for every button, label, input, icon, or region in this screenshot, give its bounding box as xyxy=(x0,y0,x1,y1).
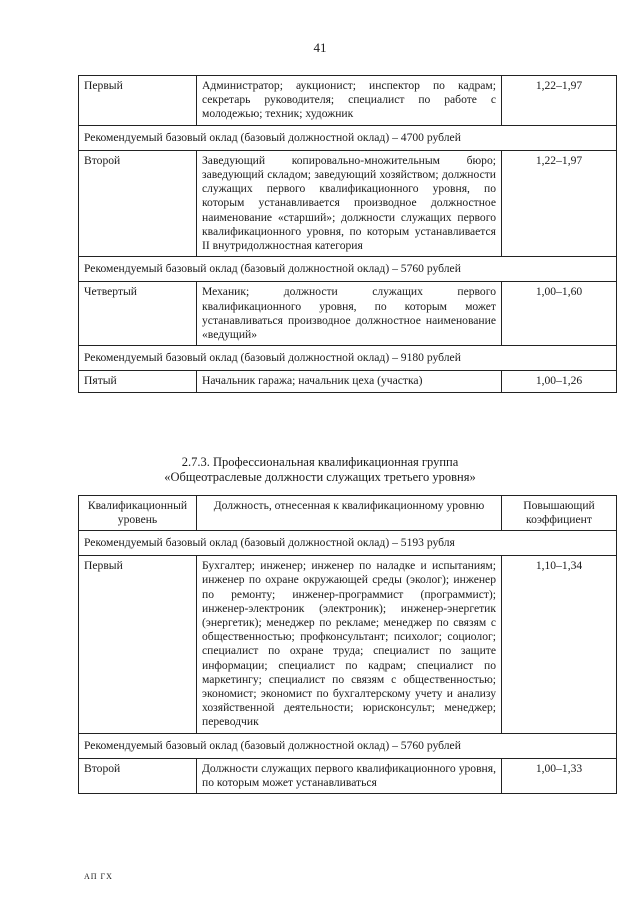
positions-cell: Механик; должности служащих первого квалификационного уровня, по которым может устанавливаться производное должностное наименование «ведущий» xyxy=(197,282,502,346)
level-cell: Второй xyxy=(79,150,197,256)
level-cell: Первый xyxy=(79,76,197,126)
positions-cell: Заведующий копировально-множительным бюро; заведующий складом; заведующий хозяйством; должности служащих первого квалификационного уровня, по которым устанавливается производное должностное наименование «старший»; должности служащих первого квалификационного уровня, по которым устанавливается II внутридолжностная категория xyxy=(197,150,502,256)
table-row xyxy=(79,282,617,346)
footer-code: АП ГХ xyxy=(84,872,113,881)
level-cell: Второй xyxy=(79,758,197,793)
header-level: Квалификационный уровень xyxy=(79,496,197,531)
table-row xyxy=(79,150,617,256)
table-header-row xyxy=(79,496,617,531)
salary-row xyxy=(79,733,617,758)
page-number: 41 xyxy=(313,40,327,55)
table-row xyxy=(79,76,617,126)
table-row xyxy=(79,556,617,733)
coefficient-cell: 1,00–1,60 xyxy=(502,282,617,346)
recommended-salary-cell: Рекомендуемый базовый оклад (базовый должностной оклад) – 4700 рублей xyxy=(79,125,617,150)
section-title xyxy=(0,455,640,485)
coefficient-cell: 1,10–1,34 xyxy=(502,556,617,733)
qualification-table-2 xyxy=(78,495,617,794)
level-cell: Четвертый xyxy=(79,282,197,346)
level-cell: Первый xyxy=(79,556,197,733)
qualification-table-1 xyxy=(78,75,617,393)
section-title-line-1: 2.7.3. Профессиональная квалификационная группа xyxy=(181,455,459,469)
coefficient-cell: 1,22–1,97 xyxy=(502,150,617,256)
level-cell: Пятый xyxy=(79,371,197,392)
positions-cell: Начальник гаража; начальник цеха (участка) xyxy=(197,371,502,392)
coefficient-cell: 1,00–1,26 xyxy=(502,371,617,392)
header-positions: Должность, отнесенная к квалификационному уровню xyxy=(197,496,502,531)
recommended-salary-cell: Рекомендуемый базовый оклад (базовый должностной оклад) – 5760 рублей xyxy=(79,733,617,758)
salary-row xyxy=(79,531,617,556)
salary-row xyxy=(79,346,617,371)
coefficient-cell: 1,00–1,33 xyxy=(502,758,617,793)
positions-cell: Администратор; аукционист; инспектор по кадрам; секретарь руководителя; специалист по работе с молодежью; техник; художник xyxy=(197,76,502,126)
recommended-salary-cell: Рекомендуемый базовый оклад (базовый должностной оклад) – 5760 рублей xyxy=(79,257,617,282)
header-coefficient: Повышающий коэффициент xyxy=(502,496,617,531)
positions-cell: Должности служащих первого квалификационного уровня, по которым может устанавливаться xyxy=(197,758,502,793)
recommended-salary-cell: Рекомендуемый базовый оклад (базовый должностной оклад) – 9180 рублей xyxy=(79,346,617,371)
salary-row xyxy=(79,257,617,282)
recommended-salary-cell: Рекомендуемый базовый оклад (базовый должностной оклад) – 5193 рубля xyxy=(79,531,617,556)
table-row xyxy=(79,758,617,793)
positions-cell: Бухгалтер; инженер; инженер по наладке и испытаниям; инженер по охране окружающей среды (эколог); инженер по ремонту; инженер-программист (программист); инженер-электроник (электроник); инженер-энергетик (энергетик); менеджер по рекламе; менеджер по связям с общественностью; профконсультант; психолог; социолог; специалист по охране труда; специалист по защите информации; специалист по кадрам; специалист по маркетингу; специалист по связям с общественностью; экономист; экономист по бухгалтерскому учету и анализу хозяйственной деятельности; юрисконсульт; менеджер; переводчик xyxy=(197,556,502,733)
salary-row xyxy=(79,125,617,150)
section-title-line-2: «Общеотраслевые должности служащих третьего уровня» xyxy=(164,470,476,484)
table-row xyxy=(79,371,617,392)
coefficient-cell: 1,22–1,97 xyxy=(502,76,617,126)
